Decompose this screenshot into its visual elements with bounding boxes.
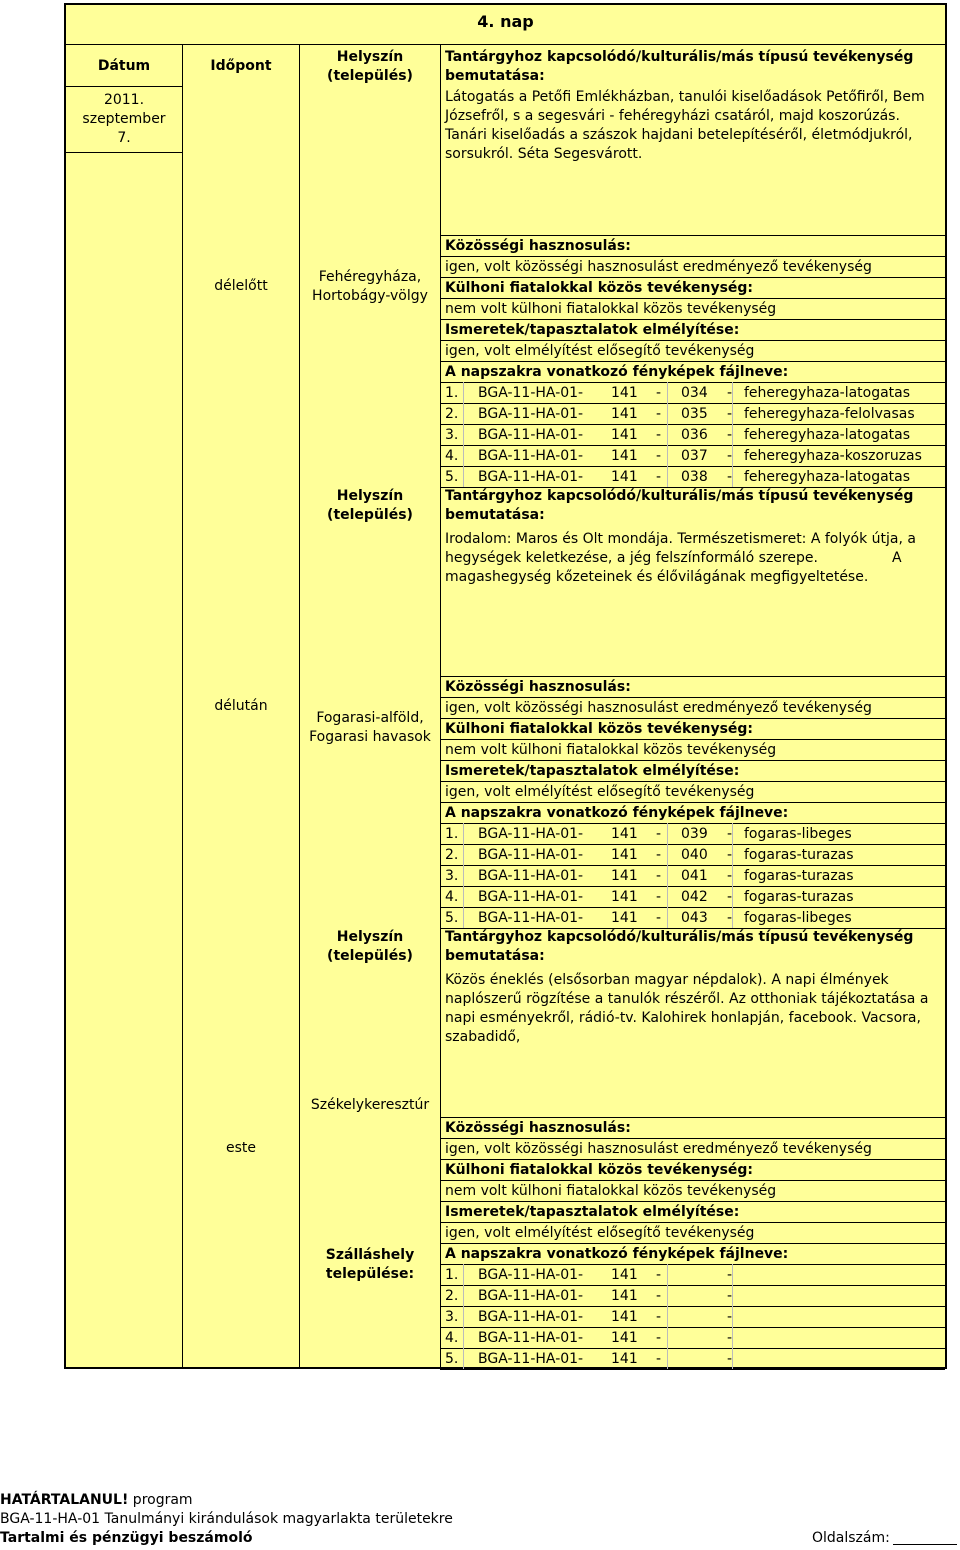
photo-dash1: - [656, 910, 662, 926]
photo-dash2: - [727, 868, 733, 884]
intro-text: Látogatás a Petőfi Emlékházban, tanulói kiselőadások Petőfiről, Bem Józsefről, s a segesvári - fehéregyházi csatáról, majd koszorúzás. Tanári kiselőadás a szászok hajdani betelepítéséről, életmódjukról, sorsukról. Séta Segesvárott. [445, 89, 925, 162]
photo-code: BGA-11-HA-01- [478, 847, 584, 863]
photo-name: fogaras-turazas [744, 868, 854, 884]
photo-dash1: - [656, 889, 662, 905]
grid-line [732, 823, 733, 928]
photo-name: feheregyhaza-felolvasas [744, 406, 915, 422]
next-activity-line: Tantárgyhoz kapcsolódó/kulturális/más típusú tevékenység [445, 929, 914, 945]
photo-code: BGA-11-HA-01- [478, 826, 584, 842]
photo-n: 1. [445, 1267, 459, 1283]
photo-n: 4. [445, 889, 459, 905]
photo-num: 141 [611, 448, 638, 464]
time-este: este [225, 1140, 256, 1156]
photo-filename-row [445, 467, 945, 488]
grid-line [463, 823, 464, 928]
next-activity-label [445, 487, 945, 525]
photo-dash1: - [656, 1330, 662, 1346]
photo-n: 4. [445, 1330, 459, 1346]
col-divider-3 [440, 44, 441, 1367]
photo-seq: 035 [681, 406, 708, 422]
knowledge-label: Ismeretek/tapasztalatok elmélyítése: [445, 1204, 740, 1220]
photo-dash2: - [727, 406, 733, 422]
community-label: Közösségi hasznosulás: [445, 679, 631, 695]
time-delutan: délután [214, 698, 268, 714]
foreign-value: nem volt külhoni fiatalokkal közös tevékenység [445, 742, 777, 758]
photo-dash1: - [656, 469, 662, 485]
photo-dash1: - [656, 427, 662, 443]
next-activity-label [445, 928, 945, 966]
photo-seq: 036 [681, 427, 708, 443]
grid-line [667, 823, 668, 928]
photo-num: 141 [611, 427, 638, 443]
header-activity: Tantárgyhoz kapcsolódó/kulturális/más típusú tevékenység bemutatása: [445, 49, 914, 84]
photo-n: 1. [445, 826, 459, 842]
header-date: Dátum [97, 58, 151, 74]
foreign-value: nem volt külhoni fiatalokkal közös tevékenység [445, 301, 777, 317]
photo-dash2: - [727, 847, 733, 863]
photo-filename-row [445, 1286, 945, 1307]
photo-n: 2. [445, 847, 459, 863]
photo-seq: 042 [681, 889, 708, 905]
photo-code: BGA-11-HA-01- [478, 427, 584, 443]
photo-n: 2. [445, 406, 459, 422]
footer-program: HATÁRTALANUL! program [0, 1492, 193, 1508]
next-place-line: (település) [327, 507, 413, 523]
community-label: Közösségi hasznosulás: [445, 238, 631, 254]
photo-n: 3. [445, 427, 459, 443]
photo-dash1: - [656, 1309, 662, 1325]
photo-code: BGA-11-HA-01- [478, 469, 584, 485]
next-place-label [300, 487, 440, 525]
grid-line [732, 1264, 733, 1369]
photo-seq: 041 [681, 868, 708, 884]
photo-num: 141 [611, 406, 638, 422]
col-divider-2 [299, 44, 300, 1367]
header-divider [66, 86, 182, 87]
next-activity-text [445, 530, 940, 587]
next-activity-line: bemutatása: [445, 507, 545, 523]
photos-label: A napszakra vonatkozó fényképek fájlneve: [445, 805, 789, 821]
photo-filename-row [445, 1349, 945, 1370]
photo-dash2: - [727, 448, 733, 464]
date-value: 2011. szeptember 7. [82, 92, 166, 146]
photo-dash2: - [727, 1267, 733, 1283]
photo-seq: 039 [681, 826, 708, 842]
photo-code: BGA-11-HA-01- [478, 910, 584, 926]
knowledge-value: igen, volt elmélyítést elősegítő tevékenység [445, 1225, 755, 1241]
text-line: Irodalom: Maros és Olt mondája. Természetismeret: A folyók útja, a [445, 531, 916, 547]
photo-filename-row [445, 1265, 945, 1286]
photo-num: 141 [611, 889, 638, 905]
photo-name: fogaras-turazas [744, 889, 854, 905]
photo-dash2: - [727, 385, 733, 401]
next-place-label [300, 928, 440, 966]
next-activity-text [445, 971, 940, 1047]
photo-seq: 037 [681, 448, 708, 464]
photo-seq: 043 [681, 910, 708, 926]
place-szekelykeresztur: Székelykeresztúr [310, 1097, 430, 1113]
foreign-label: Külhoni fiatalokkal közös tevékenység: [445, 1162, 754, 1178]
photo-dash1: - [656, 868, 662, 884]
photo-dash1: - [656, 826, 662, 842]
header-place: Helyszín (település) [327, 49, 413, 84]
photo-code: BGA-11-HA-01- [478, 889, 584, 905]
photo-dash1: - [656, 1267, 662, 1283]
next-place-line: (település) [327, 948, 413, 964]
photo-code: BGA-11-HA-01- [478, 1351, 584, 1367]
photo-code: BGA-11-HA-01- [478, 406, 584, 422]
photo-n: 3. [445, 1309, 459, 1325]
photo-n: 1. [445, 385, 459, 401]
grid-line [463, 1264, 464, 1369]
knowledge-value: igen, volt elmélyítést elősegítő tevékenység [445, 343, 755, 359]
photo-code: BGA-11-HA-01- [478, 1288, 584, 1304]
community-value: igen, volt közösségi hasznosulást eredményező tevékenység [445, 1141, 872, 1157]
text-line: Közös éneklés (elsősorban magyar népdalok). A napi élmények [445, 972, 889, 988]
community-value: igen, volt közösségi hasznosulást eredményező tevékenység [445, 700, 872, 716]
photo-dash2: - [727, 469, 733, 485]
title-divider [66, 44, 945, 45]
photo-name: feheregyhaza-latogatas [744, 469, 911, 485]
photos-label: A napszakra vonatkozó fényképek fájlneve: [445, 1246, 789, 1262]
footer-line3: Tartalmi és pénzügyi beszámoló [0, 1530, 253, 1546]
photo-code: BGA-11-HA-01- [478, 1309, 584, 1325]
photo-num: 141 [611, 1330, 638, 1346]
photo-num: 141 [611, 868, 638, 884]
photo-num: 141 [611, 847, 638, 863]
photos-label: A napszakra vonatkozó fényképek fájlneve: [445, 364, 789, 380]
photo-filename-row [445, 845, 945, 866]
photo-num: 141 [611, 385, 638, 401]
foreign-label: Külhoni fiatalokkal közös tevékenység: [445, 280, 754, 296]
text-line: napi esményekről, rádió-tv. Kalohirek honlapján, facebook. Vacsora, [445, 1010, 921, 1026]
photo-name: feheregyhaza-latogatas [744, 385, 911, 401]
photo-seq: 040 [681, 847, 708, 863]
day-title: 4. nap [477, 12, 534, 31]
photo-name: fogaras-libeges [744, 910, 852, 926]
photo-n: 5. [445, 910, 459, 926]
photo-dash1: - [656, 847, 662, 863]
text-part: hegységek keletkezése, a jég felszínformáló szerepe. [445, 550, 818, 566]
photo-dash2: - [727, 1288, 733, 1304]
photo-filename-row [445, 866, 945, 887]
photo-num: 141 [611, 1351, 638, 1367]
photo-dash1: - [656, 448, 662, 464]
photo-num: 141 [611, 1309, 638, 1325]
community-label: Közösségi hasznosulás: [445, 1120, 631, 1136]
photo-filename-row [445, 446, 945, 467]
photo-dash2: - [727, 826, 733, 842]
photo-filename-row [445, 425, 945, 446]
photo-dash2: - [727, 1309, 733, 1325]
knowledge-value: igen, volt elmélyítést elősegítő tevékenység [445, 784, 755, 800]
photo-num: 141 [611, 1288, 638, 1304]
grid-line [463, 382, 464, 487]
text-line: magashegység kőzeteinek és élővilágának megfigyeltetése. [445, 569, 869, 585]
foreign-value: nem volt külhoni fiatalokkal közös tevékenység [445, 1183, 777, 1199]
photo-filename-row [445, 383, 945, 404]
photo-filename-row [445, 824, 945, 845]
photo-num: 141 [611, 826, 638, 842]
photo-code: BGA-11-HA-01- [478, 868, 584, 884]
next-activity-line: bemutatása: [445, 948, 545, 964]
photo-n: 2. [445, 1288, 459, 1304]
photo-n: 5. [445, 469, 459, 485]
accommodation-label: Szálláshely települése: [325, 1247, 415, 1282]
photo-name: fogaras-turazas [744, 847, 854, 863]
text-line [445, 549, 940, 568]
knowledge-label: Ismeretek/tapasztalatok elmélyítése: [445, 763, 740, 779]
photo-filename-row [445, 1328, 945, 1349]
photo-seq: 038 [681, 469, 708, 485]
photo-filename-row [445, 404, 945, 425]
photo-num: 141 [611, 1267, 638, 1283]
photo-dash2: - [727, 1330, 733, 1346]
photo-dash1: - [656, 406, 662, 422]
photo-n: 5. [445, 1351, 459, 1367]
photo-name: feheregyhaza-koszoruzas [744, 448, 922, 464]
footer-line2: BGA-11-HA-01 Tanulmányi kirándulások magyarlakta területekre [0, 1511, 453, 1527]
text-part: A [892, 550, 902, 566]
place-feheregyhaza: Fehéregyháza, Hortobágy-völgy [312, 269, 428, 304]
photo-name: fogaras-libeges [744, 826, 852, 842]
photo-filename-row [445, 908, 945, 929]
date-divider [66, 152, 182, 153]
next-activity-line: Tantárgyhoz kapcsolódó/kulturális/más típusú tevékenység [445, 488, 914, 504]
photo-dash1: - [656, 1288, 662, 1304]
photo-dash1: - [656, 385, 662, 401]
text-line: naplószerű rögzítése a tanulók részéről. Az otthoniak tájékoztatása a [445, 991, 929, 1007]
photo-num: 141 [611, 469, 638, 485]
time-delelott: délelőtt [214, 278, 268, 294]
knowledge-label: Ismeretek/tapasztalatok elmélyítése: [445, 322, 740, 338]
foreign-label: Külhoni fiatalokkal közös tevékenység: [445, 721, 754, 737]
page-number-label: Oldalszám: [812, 1530, 890, 1546]
photo-n: 3. [445, 868, 459, 884]
photo-code: BGA-11-HA-01- [478, 1330, 584, 1346]
text-line: szabadidő, [445, 1029, 521, 1045]
place-fogaras: Fogarasi-alföld, Fogarasi havasok [309, 710, 431, 745]
photo-n: 4. [445, 448, 459, 464]
photo-dash2: - [727, 910, 733, 926]
photo-filename-row [445, 887, 945, 908]
photo-code: BGA-11-HA-01- [478, 1267, 584, 1283]
photo-filename-row [445, 1307, 945, 1328]
community-value: igen, volt közösségi hasznosulást eredményező tevékenység [445, 259, 872, 275]
grid-line [732, 382, 733, 487]
photo-dash2: - [727, 427, 733, 443]
photo-code: BGA-11-HA-01- [478, 385, 584, 401]
row-line [440, 1369, 945, 1370]
photo-name: feheregyhaza-latogatas [744, 427, 911, 443]
photo-seq: 034 [681, 385, 708, 401]
photo-dash2: - [727, 889, 733, 905]
next-place-line: Helyszín [336, 488, 404, 504]
header-time: Időpont [210, 58, 272, 74]
page-number-blank [893, 1544, 957, 1545]
next-place-line: Helyszín [336, 929, 404, 945]
photo-num: 141 [611, 910, 638, 926]
grid-line [667, 382, 668, 487]
grid-line [667, 1264, 668, 1369]
photo-dash2: - [727, 1351, 733, 1367]
photo-dash1: - [656, 1351, 662, 1367]
photo-code: BGA-11-HA-01- [478, 448, 584, 464]
